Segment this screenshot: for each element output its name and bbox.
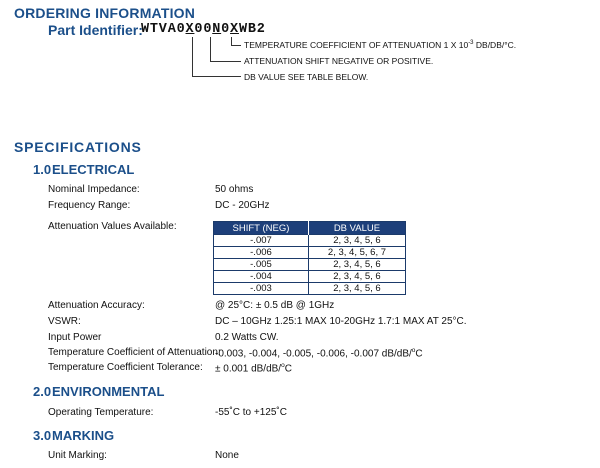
temp-coeff-tolerance-value: ± 0.001 dB/dB/$^o$C	[215, 362, 292, 375]
table-row	[214, 247, 406, 259]
part-number-shift-x: X	[185, 22, 195, 37]
nominal-impedance-value: 50 ohms	[215, 184, 254, 195]
attenuation-values-table	[213, 221, 406, 295]
input-power-label: Input Power	[48, 332, 102, 343]
table-row	[214, 271, 406, 283]
nominal-impedance-label: Nominal Impedance:	[48, 184, 140, 195]
table-header-db-value: DB VALUE	[308, 222, 405, 235]
section-electrical-heading: 1.0ELECTRICAL	[33, 162, 135, 177]
table-cell-shift: -.006	[214, 247, 309, 259]
ordering-heading: ORDERING INFORMATION	[14, 5, 196, 21]
part-number-shift-n: N	[212, 22, 222, 37]
section-environmental-heading: 2.0ENVIRONMENTAL	[33, 384, 165, 399]
unit-marking-label: Unit Marking:	[48, 450, 107, 461]
table-row	[214, 259, 406, 271]
operating-temperature-value: -55˚C to +125˚C	[215, 407, 287, 418]
unit-marking-value: None	[215, 450, 239, 461]
attenuation-accuracy-value: @ 25°C: ± 0.5 dB @ 1GHz	[215, 300, 335, 311]
callout-line-shift-horizontal	[210, 61, 241, 62]
table-cell-shift: -.003	[214, 283, 309, 295]
table-cell-shift: -.007	[214, 235, 309, 247]
input-power-value: 0.2 Watts CW.	[215, 332, 279, 343]
callout-db-value: DB VALUE SEE TABLE BELOW.	[244, 72, 369, 82]
table-cell-db: 2, 3, 4, 5, 6	[308, 283, 405, 295]
table-cell-db: 2, 3, 4, 5, 6	[308, 271, 405, 283]
callout-line-shift-vertical	[210, 37, 211, 62]
frequency-range-value: DC - 20GHz	[215, 200, 270, 211]
callout-temp-coefficient: TEMPERATURE COEFFICIENT OF ATTENUATION 1 X $10^{-3}$ DB/DB/°C.	[244, 40, 517, 50]
temp-coeff-tolerance-label: Temperature Coefficient Tolerance:	[48, 362, 203, 373]
vswr-label: VSWR:	[48, 316, 81, 327]
attenuation-values-label: Attenuation Values Available:	[48, 221, 177, 232]
table-cell-shift: -.004	[214, 271, 309, 283]
temp-coeff-attenuation-label: Temperature Coefficient of Attenuation:	[48, 347, 221, 358]
table-header-shift: SHIFT (NEG)	[214, 222, 309, 235]
table-cell-db: 2, 3, 4, 5, 6, 7	[308, 247, 405, 259]
callout-line-db-vertical	[192, 37, 193, 77]
callout-line-temp-horizontal	[231, 45, 241, 46]
table-cell-db: 2, 3, 4, 5, 6	[308, 235, 405, 247]
part-identifier-label: Part Identifier:	[48, 22, 143, 38]
table-row	[214, 235, 406, 247]
operating-temperature-label: Operating Temperature:	[48, 407, 154, 418]
specifications-heading: SPECIFICATIONS	[14, 139, 142, 155]
table-header-row	[214, 222, 406, 235]
frequency-range-label: Frequency Range:	[48, 200, 131, 211]
vswr-value: DC – 10GHz 1.25:1 MAX 10-20GHz 1.7:1 MAX AT 25°C.	[215, 316, 467, 327]
table-row	[214, 283, 406, 295]
table-cell-db: 2, 3, 4, 5, 6	[308, 259, 405, 271]
part-number-db-x: X	[230, 22, 239, 37]
part-number: WTVA0X00N0XWB2	[141, 22, 266, 37]
callout-line-db-horizontal	[192, 76, 241, 77]
temp-coeff-attenuation-value: -0.003, -0.004, -0.005, -0.006, -0.007 dB/dB/$^o$C	[215, 347, 423, 360]
attenuation-accuracy-label: Attenuation Accuracy:	[48, 300, 145, 311]
callout-shift: ATTENUATION SHIFT NEGATIVE OR POSITIVE.	[244, 56, 434, 66]
table-cell-shift: -.005	[214, 259, 309, 271]
section-marking-heading: 3.0MARKING	[33, 428, 115, 443]
